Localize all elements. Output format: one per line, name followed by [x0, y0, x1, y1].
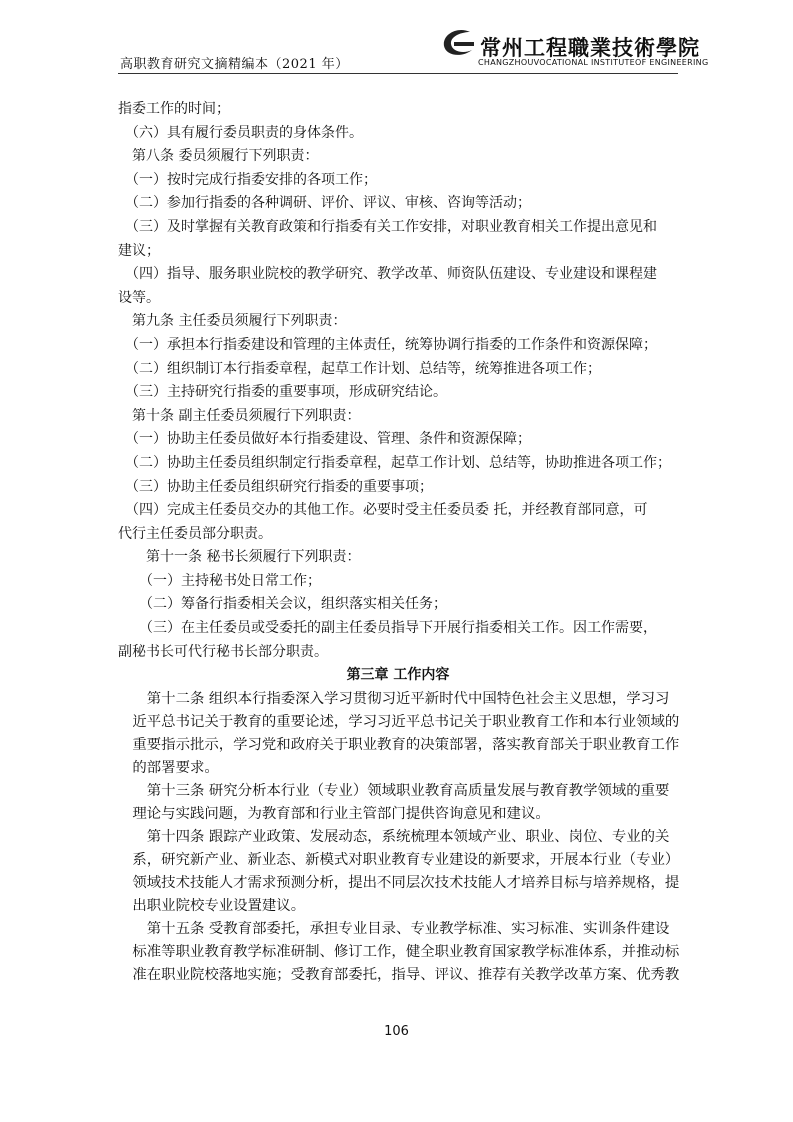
body-line: 近平总书记关于教育的重要论述，学习习近平总书记关于职业教育工作和本行业领域的: [118, 713, 680, 730]
logo-chinese-name: 常州工程職業技術學院: [480, 35, 700, 60]
body-line: （一）按时完成行指委安排的各项工作；: [118, 171, 377, 188]
body-line: 标准等职业教育教学标准研制、修订工作，健全职业教育国家教学标准体系，并推动标: [118, 943, 680, 960]
body-line: （一）协助主任委员做好本行指委建设、管理、条件和资源保障；: [118, 431, 531, 448]
page-number: 106: [384, 1024, 409, 1039]
logo-emblem-icon: [440, 28, 478, 58]
body-line: 第十条 副主任委员须履行下列职责：: [118, 407, 361, 424]
header-divider: [118, 73, 678, 74]
body-line: （二）组织制订本行指委章程，起草工作计划、总结等，统筹推进各项工作；: [118, 360, 601, 377]
logo-english-name: CHANGZHOUVOCATIONAL INSTITUTEOF ENGINEERING: [478, 58, 709, 67]
body-line: 第八条 委员须履行下列职责：: [118, 148, 319, 165]
body-line: 设等。: [118, 289, 160, 306]
body-line: 第九条 主任委员须履行下列职责：: [118, 313, 347, 330]
body-line: 第十五条 受教育部委托，承担专业目录、专业教学标准、实习标准、实训条件建设: [118, 920, 670, 937]
book-title-header: 高职教育研究文摘精编本（2021 年）: [120, 57, 349, 72]
body-line: （四）指导、服务职业院校的教学研究、教学改革、师资队伍建设、专业建设和课程建: [118, 266, 657, 283]
body-line: 第十一条 秘书长须履行下列职责：: [118, 549, 361, 566]
body-line: 的部署要求。: [118, 759, 219, 776]
body-line: 指委工作的时间；: [118, 101, 230, 117]
body-line: （一）主持秘书处日常工作；: [118, 572, 321, 589]
body-line: （三）及时掌握有关教育政策和行指委有关工作安排，对职业教育相关工作提出意见和: [118, 218, 657, 235]
document-body: [118, 98, 678, 987]
body-line: 领域技术技能人才需求预测分析，提出不同层次技术技能人才培养目标与培养规格，提: [118, 874, 680, 891]
body-line: 第十四条 跟踪产业政策、发展动态，系统梳理本领域产业、职业、岗位、专业的关: [118, 828, 670, 845]
body-line: （三）在主任委员或受委托的副主任委员指导下开展行指委相关工作。因工作需要，: [118, 620, 657, 637]
body-line: 第十二条 组织本行指委深入学习贯彻习近平新时代中国特色社会主义思想，学习习: [118, 690, 670, 707]
body-line: 重要指示批示，学习党和政府关于职业教育的决策部署，落实教育部关于职业教育工作: [118, 736, 680, 753]
body-line: 理论与实践问题，为教育部和行业主管部门提供咨询意见和建议。: [118, 805, 550, 822]
body-line: 准在职业院校落地实施；受教育部委托，指导、评议、推荐有关教学改革方案、优秀教: [118, 966, 680, 983]
body-line: （二）参加行指委的各种调研、评价、评议、审核、咨询等活动；: [118, 195, 531, 212]
body-line: 副秘书长可代行秘书长部分职责。: [118, 643, 328, 660]
body-line: 系，研究新产业、新业态、新模式对职业教育专业建设的新要求，开展本行业（专业）: [118, 851, 680, 868]
body-line: （二）协助主任委员组织制定行指委章程，起草工作计划、总结等，协助推进各项工作；: [118, 454, 671, 471]
body-line: 代行主任委员部分职责。: [118, 525, 272, 542]
body-line: （六）具有履行委员职责的身体条件。: [118, 124, 363, 141]
body-line: （三）主持研究行指委的重要事项，形成研究结论。: [118, 384, 447, 401]
body-line: （二）筹备行指委相关会议，组织落实相关任务；: [118, 596, 447, 613]
body-line: （三）协助主任委员组织研究行指委的重要事项；: [118, 478, 433, 495]
body-line: 出职业院校专业设置建议。: [118, 897, 306, 914]
body-line: 第十三条 研究分析本行业（专业）领域职业教育高质量发展与教育教学领域的重要: [118, 782, 670, 799]
body-line: （一）承担本行指委建设和管理的主体责任，统筹协调行指委的工作条件和资源保障；: [118, 336, 657, 353]
body-line: 建议；: [118, 242, 160, 259]
chapter-title: 第三章 工作内容: [346, 667, 450, 684]
college-logo: [440, 26, 709, 74]
body-line: （四）完成主任委员交办的其他工作。必要时受主任委员委 托，并经教育部同意，可: [118, 502, 648, 519]
